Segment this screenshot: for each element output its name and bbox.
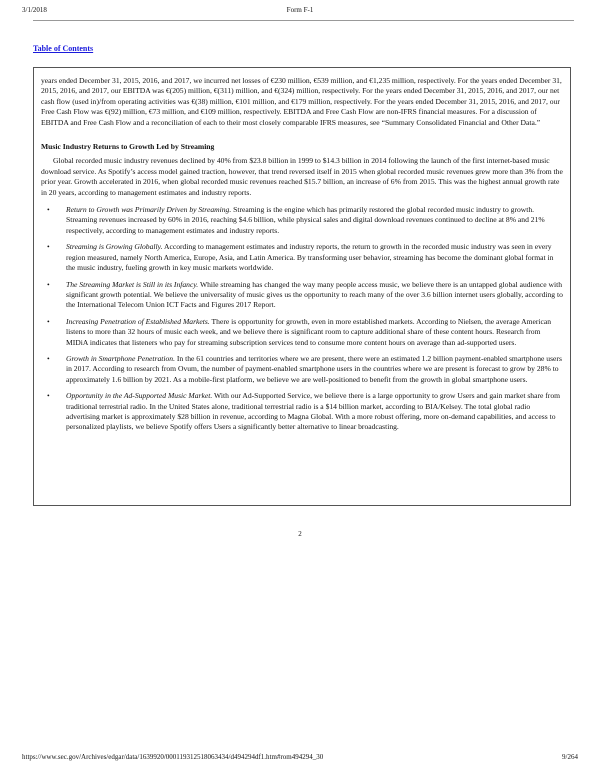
bullet-icon: • (47, 316, 50, 326)
bullet-icon: • (47, 279, 50, 289)
bullet-list (41, 205, 563, 433)
document-title: Form F-1 (286, 6, 314, 14)
bullet-title: Opportunity in the Ad-Supported Music Market. (66, 391, 213, 401)
bullet-text: According to management estimates and industry reports, the return to growth in the recorded music industry was seen in every region measured, namely North America, Europe, Asia, and Latin America. By transforming user behavior, streaming has become the dominant global format in the music industry, fueling growth in key music markets worldwide. (66, 242, 554, 273)
bullet-item (41, 317, 563, 348)
bullet-icon: • (47, 353, 50, 363)
page-number: 2 (298, 530, 302, 538)
bullet-title: Return to Growth was Primarily Driven by Streaming. (66, 205, 232, 215)
source-url: https://www.sec.gov/Archives/edgar/data/1639920/000119312518063434/d494294df1.htm#rom494294_30 (22, 753, 324, 761)
content-frame (33, 67, 571, 506)
bullet-item (41, 242, 563, 273)
bullet-title: Growth in Smartphone Penetration. (66, 353, 175, 363)
bullet-title: Increasing Penetration of Established Markets. (66, 316, 210, 326)
section-paragraph: Global recorded music industry revenues declined by 40% from $23.8 billion in 1999 to $14.3 billion in 2014 following the launch of the first internet-based music download service. As Spotify’s access model gained traction, however, that trend reversed itself in 2015 when global recorded music revenues grew more than 3% from the prior year. Growth accelerated in 2016, when global recorded music revenues reached $15.7 billion, an increase of 6% from 2015. This was the highest annual growth rate in 20 years, according to management estimates and industry reports. (41, 156, 563, 197)
print-date: 3/1/2018 (22, 6, 47, 14)
bullet-text: Streaming is the engine which has primarily restored the global recorded music industry to growth. Streaming revenues increased by 60% in 2016, reaching $4.6 billion, while physical sales and digital download revenues continued to decline at 8% and 21% respectively, according to management estimates and industry reports. (66, 205, 545, 235)
bullet-item (41, 354, 563, 385)
print-page-count: 9/264 (562, 753, 578, 761)
bullet-icon: • (47, 242, 50, 252)
intro-paragraph: years ended December 31, 2015, 2016, and 2017, we incurred net losses of €230 million, €539 million, and €1,235 million, respectively. For the years ended December 31, 2015, 2016, and 2017, our EBITDA was €(205) million, €(311) million, and €(324) million, respectively. For the years ended December 31, 2015, 2016, and 2017, our net cash flow (used in)/from operating activities was €(38) million, €101 million, and €179 million, respectively. For the years ended December 31, 2015, 2016, and 2017, our Free Cash Flow was €(92) million, €73 million, and €109 million, respectively. EBITDA and Free Cash Flow are non-IFRS financial measures. For a discussion of EBITDA and Free Cash Flow and a reconciliation of each to their most closely comparable IFRS measures, see “Summary Consolidated Financial and Other Data.” (41, 76, 562, 127)
bullet-text: There is opportunity for growth, even in more established markets. According to Nielsen, the average American listens to more than 32 hours of music each week, and we believe there is significant room to capture additional share of these content hours. Research from MIDiA indicates that listeners who pay for streaming subscription services tend to consume more content hours on average than ad-supported users. (66, 316, 552, 347)
section-heading: Music Industry Returns to Growth Led by Streaming (41, 142, 215, 152)
bullet-title: The Streaming Market is Still in its Infancy. (66, 279, 199, 289)
bullet-icon: • (47, 391, 50, 401)
document-body (41, 76, 563, 439)
bullet-text: In the 61 countries and territories where we are present, there were an estimated 1.2 billion payment-enabled smartphone users in 2017. According to research from Ovum, the number of payment-enabled smartphone users in the countries where we are present is forecast to grow by 28% to approximately 1.6 billion by 2021. As a mobile-first platform, we believe we are well-positioned to benefit from the growth in global smartphone users. (66, 353, 562, 384)
table-of-contents-link[interactable]: Table of Contents (33, 44, 94, 53)
bullet-title: Streaming is Growing Globally. (66, 242, 163, 252)
bullet-icon: • (47, 205, 50, 215)
bullet-item (41, 205, 563, 236)
bullet-item (41, 391, 563, 433)
bullet-text: While streaming has changed the way many people access music, we believe there is an untapped global audience with significant growth potential. We believe the universality of music gives us the opportunity to reach many of the over 3.6 billion internet users globally, according to the International Telecom Union ICT Facts and Figures 2017 Report. (66, 279, 563, 310)
bullet-item (41, 280, 563, 311)
print-header (22, 6, 578, 16)
header-divider (33, 20, 574, 21)
bullet-text: With our Ad-Supported Service, we believe there is a large opportunity to grow Users and gain market share from traditional terrestrial radio. In the United States alone, traditional terrestrial radio is a $14 billion market, according to BIA/Kelsey. The total global radio advertising market is approximately $28 billion in revenue, according to Magna Global. With a more robust offering, more on-demand capabilities, and access to personalized playlists, we believe Spotify offers Users a significantly better alternative to linear broadcasting. (66, 391, 561, 432)
